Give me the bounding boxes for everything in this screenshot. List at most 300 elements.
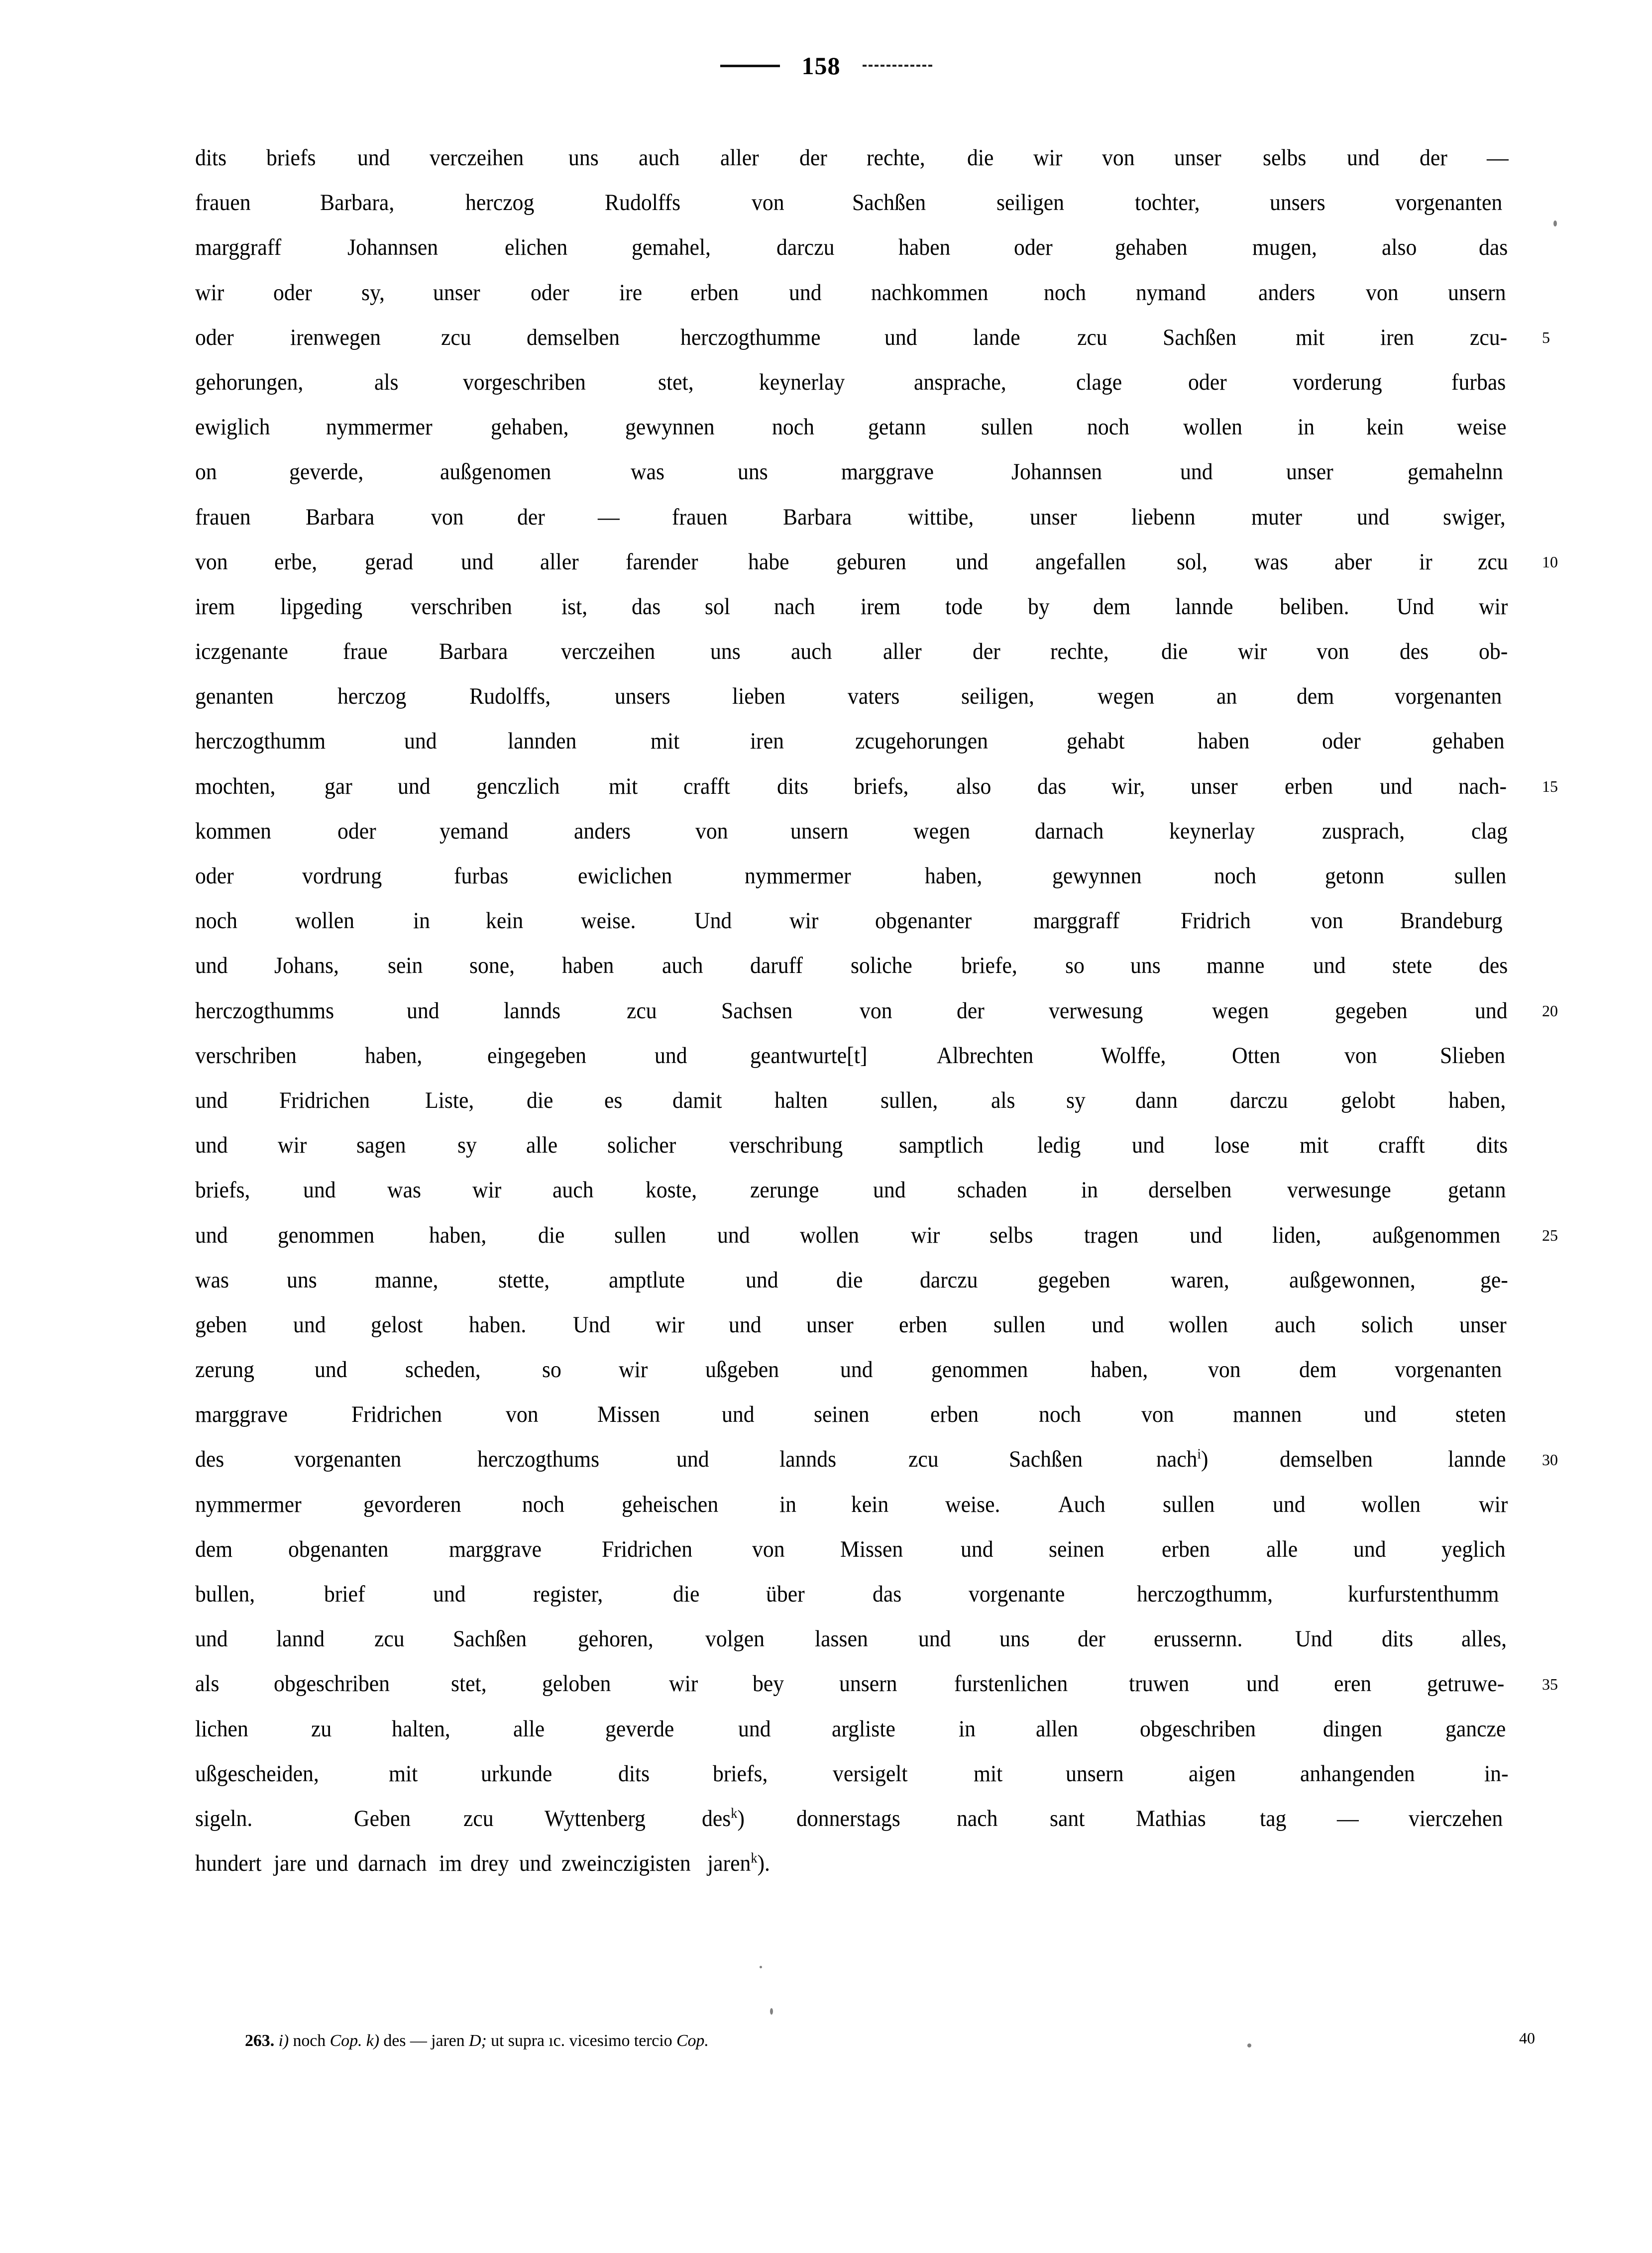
- word: kurfurstenthumm: [1347, 1581, 1499, 1607]
- word: herczog: [337, 683, 407, 710]
- word: von: [1344, 1042, 1377, 1069]
- footnote-siglum: k): [366, 2032, 379, 2050]
- word: unser: [1286, 459, 1333, 485]
- word: liden,: [1272, 1222, 1322, 1248]
- word: seiligen: [996, 190, 1065, 216]
- word: nach: [774, 593, 815, 620]
- word: gehaben,: [491, 414, 569, 440]
- word: ansprache,: [914, 369, 1007, 395]
- word: von: [695, 818, 728, 844]
- text-line: [195, 943, 1510, 988]
- word: —: [1336, 1805, 1359, 1831]
- word: stette,: [498, 1267, 550, 1293]
- word: noch: [771, 414, 814, 440]
- word: zcu-: [1470, 324, 1508, 350]
- word: an: [1216, 683, 1237, 710]
- word: wir,: [1111, 773, 1145, 799]
- text-line-content: [195, 405, 1510, 449]
- word: Rudolffs,: [469, 683, 551, 710]
- word: noch: [195, 908, 237, 934]
- word: gehoren,: [578, 1626, 654, 1652]
- word: bullen,: [195, 1581, 255, 1607]
- word: briefs,: [195, 1177, 250, 1203]
- word: vorgenanten: [1395, 190, 1502, 216]
- word: noch: [1039, 1401, 1082, 1428]
- text-line-content: [195, 1572, 1510, 1616]
- word: wir: [655, 1311, 684, 1338]
- text-line-content: [195, 539, 1510, 584]
- word: alle: [513, 1716, 545, 1742]
- word: anhangenden: [1300, 1760, 1415, 1787]
- word: zcu: [908, 1446, 939, 1473]
- text-line-content: [195, 449, 1510, 494]
- text-line: [195, 988, 1510, 1033]
- word: Geben: [354, 1805, 411, 1831]
- word: haben,: [924, 863, 983, 889]
- text-line: [195, 898, 1510, 943]
- text-line-content: [195, 1751, 1510, 1796]
- word: geantwurte[t]: [750, 1042, 868, 1069]
- word: wollen: [295, 908, 354, 934]
- word: getonn: [1324, 863, 1384, 889]
- word: Johannsen: [347, 234, 439, 261]
- word: und: [1246, 1671, 1279, 1697]
- word: nymmermer: [195, 1491, 302, 1517]
- word: dingen: [1322, 1716, 1382, 1742]
- word: wir: [1479, 1491, 1508, 1517]
- word: obgeschriben: [1139, 1716, 1256, 1742]
- word: wollen: [1361, 1491, 1421, 1517]
- word: von: [1101, 145, 1135, 171]
- word: von: [1317, 639, 1350, 665]
- word: sullen: [993, 1311, 1046, 1338]
- word: gevorderen: [363, 1491, 461, 1517]
- word: als: [195, 1671, 220, 1697]
- word: unser: [1174, 145, 1222, 171]
- word: was: [387, 1177, 421, 1203]
- word: und: [1272, 1491, 1306, 1517]
- document-body-text: [195, 135, 1558, 1886]
- word: zcu: [463, 1805, 494, 1831]
- word: zerung: [195, 1357, 254, 1383]
- word: dits: [1476, 1132, 1508, 1159]
- word: außgenommen: [1372, 1222, 1501, 1248]
- word: manne: [1207, 953, 1265, 979]
- word: crafft: [1378, 1132, 1426, 1159]
- word: als: [991, 1087, 1015, 1113]
- word: und: [195, 1626, 228, 1652]
- text-line: [195, 405, 1510, 449]
- word: der: [799, 145, 827, 171]
- word: zcu: [441, 324, 471, 350]
- word: obgenanten: [288, 1536, 389, 1562]
- word: oder: [1013, 234, 1053, 261]
- word: oder: [195, 863, 234, 889]
- word: jaren$^k$).: [707, 1850, 770, 1877]
- word: getann: [1447, 1177, 1506, 1203]
- word: was: [195, 1267, 229, 1293]
- word: mit: [1295, 324, 1324, 350]
- word: und: [717, 1222, 751, 1248]
- text-line-content: [195, 1616, 1510, 1661]
- text-line: [195, 1078, 1510, 1123]
- text-line: [195, 1482, 1510, 1527]
- word: wegen: [1098, 683, 1155, 710]
- word: als: [374, 369, 399, 395]
- word: mit: [974, 1760, 1003, 1787]
- word: wir: [1237, 639, 1267, 665]
- word: by: [1027, 593, 1050, 620]
- word: uns: [999, 1626, 1030, 1652]
- text-line-content: [195, 1527, 1510, 1572]
- word: ußgescheiden,: [195, 1760, 319, 1787]
- footnote-text: noch: [289, 2032, 330, 2050]
- word: dem: [1093, 593, 1131, 620]
- word: haben,: [1448, 1087, 1506, 1113]
- text-line: [195, 764, 1510, 809]
- word: herczogthumm: [195, 728, 326, 754]
- word: eren: [1334, 1671, 1372, 1697]
- word: manne,: [374, 1267, 439, 1293]
- head-rule-right-icon: [863, 65, 932, 67]
- word: mochten,: [195, 773, 276, 799]
- footnote-siglum: Cop.: [676, 2032, 709, 2050]
- word: Sachßen: [452, 1626, 527, 1652]
- text-line: [195, 1661, 1510, 1706]
- word: haben,: [365, 1042, 423, 1069]
- text-line-content: [195, 1168, 1510, 1212]
- word: und: [316, 1850, 348, 1877]
- word: die: [836, 1267, 863, 1293]
- word: und: [1356, 504, 1390, 530]
- margin-line-number: 25: [1542, 1226, 1558, 1244]
- word: und: [293, 1311, 326, 1338]
- word: geverde,: [289, 459, 364, 485]
- word: von: [752, 1536, 785, 1562]
- text-line-content: [195, 988, 1510, 1033]
- word: drey: [470, 1850, 510, 1877]
- word: wir: [278, 1132, 307, 1159]
- word: vorgeschriben: [463, 369, 586, 395]
- word: Und: [694, 908, 732, 934]
- word: von: [1208, 1357, 1241, 1383]
- word: dem: [195, 1536, 233, 1562]
- footer-line-number: 40: [1519, 2029, 1535, 2047]
- word: von: [751, 190, 784, 216]
- word: soliche: [851, 953, 913, 979]
- word: koste,: [646, 1177, 697, 1203]
- word: Sachßen: [1163, 324, 1237, 350]
- word: schaden: [957, 1177, 1027, 1203]
- scan-speck: [760, 1966, 762, 1968]
- word: halten,: [391, 1716, 450, 1742]
- word: sullen,: [881, 1087, 938, 1113]
- word: irenwegen: [290, 324, 381, 350]
- word: oder: [1188, 369, 1227, 395]
- word: gancze: [1445, 1716, 1506, 1742]
- word: geben: [195, 1311, 247, 1338]
- word: gewynnen: [625, 414, 715, 440]
- text-line-content: [195, 1347, 1510, 1392]
- word: und: [404, 728, 437, 754]
- word: getann: [868, 414, 926, 440]
- word: geburen: [836, 548, 907, 575]
- word: gelost: [370, 1311, 423, 1338]
- word: beliben.: [1280, 593, 1349, 620]
- word: sullen: [614, 1222, 666, 1248]
- word: unser: [1191, 773, 1238, 799]
- word: auch: [790, 639, 832, 665]
- word: gehaben: [1115, 234, 1188, 261]
- word: und: [789, 279, 822, 306]
- word: Fridrichen: [351, 1401, 442, 1428]
- word: ir: [1419, 548, 1432, 575]
- word: und: [738, 1716, 771, 1742]
- word: im: [439, 1850, 462, 1877]
- word: und: [1475, 997, 1508, 1024]
- word: und: [961, 1536, 993, 1562]
- word: wir: [668, 1671, 698, 1697]
- word: damit: [672, 1087, 722, 1113]
- word: swiger,: [1442, 504, 1506, 530]
- word: haben: [1197, 728, 1250, 754]
- word: allen: [1035, 1716, 1078, 1742]
- text-line: [195, 1616, 1510, 1661]
- word: von: [860, 997, 892, 1024]
- word: unsern: [1447, 279, 1506, 306]
- word: geheischen: [621, 1491, 718, 1517]
- text-line: [195, 809, 1510, 854]
- word: des: [1479, 953, 1508, 979]
- text-line: [195, 539, 1510, 584]
- word: brief: [324, 1581, 365, 1607]
- word: briefs: [266, 145, 316, 171]
- footnote-text: ut supra ıc. vicesimo tercio: [486, 2032, 676, 2050]
- word: Missen: [597, 1401, 661, 1428]
- word: erussernn.: [1153, 1626, 1243, 1652]
- word: so: [1065, 953, 1085, 979]
- word: Missen: [840, 1536, 903, 1562]
- word: Wolffe,: [1101, 1042, 1166, 1069]
- word: sullen: [981, 414, 1033, 440]
- text-line: [195, 1347, 1510, 1392]
- word: aller: [882, 639, 922, 665]
- word: darczu: [920, 1267, 978, 1293]
- text-line: [195, 1751, 1510, 1796]
- word: lose: [1214, 1132, 1250, 1159]
- text-line-content: [195, 764, 1510, 809]
- word: gewynnen: [1052, 863, 1142, 889]
- word: selbs: [990, 1222, 1033, 1248]
- word: oder: [337, 818, 376, 844]
- text-line: [195, 360, 1510, 405]
- word: gemahelnn: [1407, 459, 1503, 485]
- word: Wyttenberg: [545, 1805, 646, 1831]
- text-line: [195, 449, 1510, 494]
- word: des$^k$): [702, 1805, 745, 1831]
- word: Slieben: [1440, 1042, 1506, 1069]
- word: iren: [1380, 324, 1414, 350]
- footnote-text: [362, 2032, 366, 2050]
- word: hundert: [195, 1850, 262, 1877]
- word: dits: [618, 1760, 650, 1787]
- word: vorgenanten: [1395, 683, 1502, 710]
- text-line: [195, 1527, 1510, 1572]
- word: Auch: [1058, 1491, 1105, 1517]
- word: sullen: [1454, 863, 1507, 889]
- text-line-content: [195, 898, 1510, 943]
- word: oder: [195, 324, 234, 350]
- word: herczog: [465, 190, 535, 216]
- word: zcu: [1077, 324, 1107, 350]
- word: gehorungen,: [195, 369, 304, 395]
- word: steten: [1455, 1401, 1507, 1428]
- word: wir: [618, 1357, 648, 1383]
- word: darczu: [1229, 1087, 1288, 1113]
- word: obgenanter: [875, 908, 972, 934]
- text-line-content: [195, 809, 1510, 854]
- word: noch: [522, 1491, 565, 1517]
- word: Johans,: [274, 953, 339, 979]
- text-line: [195, 674, 1510, 719]
- word: Sachßen: [1008, 1446, 1083, 1473]
- word: haben: [562, 953, 614, 979]
- word: uns: [287, 1267, 317, 1293]
- word: waren,: [1171, 1267, 1230, 1293]
- text-line-content: [195, 315, 1510, 360]
- word: erben: [1161, 1536, 1210, 1562]
- word: auch: [552, 1177, 594, 1203]
- word: lannds: [503, 997, 560, 1024]
- word: wir: [911, 1222, 940, 1248]
- word: furbas: [453, 863, 508, 889]
- word: gegeben: [1335, 997, 1408, 1024]
- word: ledig: [1037, 1132, 1081, 1159]
- word: gehaben: [1432, 728, 1505, 754]
- word: demselben: [1280, 1446, 1373, 1473]
- word: clag: [1471, 818, 1508, 844]
- word: stet,: [658, 369, 694, 395]
- word: crafft: [683, 773, 730, 799]
- text-line: [195, 1841, 1510, 1886]
- text-line-content: [195, 1707, 1510, 1751]
- word: seinen: [1049, 1536, 1104, 1562]
- text-line-content: [195, 1437, 1510, 1482]
- word: Fridrichen: [279, 1087, 370, 1113]
- text-line-content: [195, 180, 1510, 225]
- word: sol: [705, 593, 731, 620]
- word: erben: [930, 1401, 979, 1428]
- word: oder: [273, 279, 312, 306]
- word: und: [1363, 1401, 1397, 1428]
- text-line: [195, 180, 1510, 225]
- word: briefs,: [712, 1760, 768, 1787]
- word: unser: [1459, 1311, 1507, 1338]
- word: ge-: [1480, 1267, 1508, 1293]
- word: in: [1297, 414, 1315, 440]
- word: herczogthums: [477, 1446, 600, 1473]
- word: verschriben: [195, 1042, 297, 1069]
- word: dits: [776, 773, 808, 799]
- word: gehabt: [1066, 728, 1125, 754]
- word: argliste: [832, 1716, 895, 1742]
- word: vorgenanten: [1395, 1357, 1502, 1383]
- word: gemahel,: [632, 234, 711, 261]
- word: marggraff: [195, 234, 282, 261]
- word: und: [195, 1087, 228, 1113]
- word: genommen: [277, 1222, 375, 1248]
- word: herczogthumms: [195, 997, 334, 1024]
- word: mit: [609, 773, 638, 799]
- word: sant: [1049, 1805, 1085, 1831]
- word: fraue: [343, 639, 388, 665]
- word: Barbara: [782, 504, 852, 530]
- word: sone,: [469, 953, 515, 979]
- word: also: [956, 773, 991, 799]
- word: die: [538, 1222, 565, 1248]
- word: erben: [1285, 773, 1333, 799]
- word: und: [840, 1357, 873, 1383]
- word: genommen: [931, 1357, 1028, 1383]
- word: Fridrich: [1180, 908, 1251, 934]
- text-line-content: [195, 270, 1510, 315]
- word: ußgeben: [705, 1357, 779, 1383]
- word: unsers: [614, 683, 670, 710]
- word: elichen: [504, 234, 567, 261]
- word: und: [1190, 1222, 1222, 1248]
- text-line-content: [195, 719, 1510, 763]
- word: stete: [1392, 953, 1432, 979]
- margin-line-number: 15: [1542, 777, 1558, 795]
- word: der: [1078, 1626, 1106, 1652]
- word: und: [1346, 145, 1380, 171]
- word: und: [195, 953, 228, 979]
- text-line: [195, 1168, 1510, 1212]
- word: noch: [1213, 863, 1256, 889]
- word: liebenn: [1131, 504, 1196, 530]
- word: frauen: [672, 504, 728, 530]
- word: nymmermer: [745, 863, 851, 889]
- word: das: [872, 1581, 902, 1607]
- word: aller: [720, 145, 759, 171]
- word: erbe,: [274, 548, 318, 575]
- word: wir: [472, 1177, 502, 1203]
- word: ist,: [561, 593, 588, 620]
- word: des: [195, 1446, 224, 1473]
- word: eingegeben: [487, 1042, 586, 1069]
- word: herczogthumm,: [1136, 1581, 1273, 1607]
- text-line-content: [195, 1661, 1510, 1706]
- text-line: [195, 315, 1510, 360]
- word: die: [672, 1581, 700, 1607]
- word: aigen: [1189, 1760, 1236, 1787]
- word: ewiglich: [195, 414, 270, 440]
- word: obgeschriben: [273, 1671, 390, 1697]
- word: das: [1479, 234, 1508, 261]
- word: außgewonnen,: [1289, 1267, 1416, 1293]
- word: on: [195, 459, 217, 485]
- word: habe: [748, 548, 789, 575]
- word: und: [303, 1177, 336, 1203]
- word: lande: [973, 324, 1020, 350]
- word: haben,: [429, 1222, 487, 1248]
- word: und: [1313, 953, 1346, 979]
- text-line-content: [195, 1213, 1510, 1258]
- word: muter: [1251, 504, 1302, 530]
- word: tragen: [1084, 1222, 1138, 1248]
- word: wir: [1479, 593, 1508, 620]
- word: unser: [806, 1311, 854, 1338]
